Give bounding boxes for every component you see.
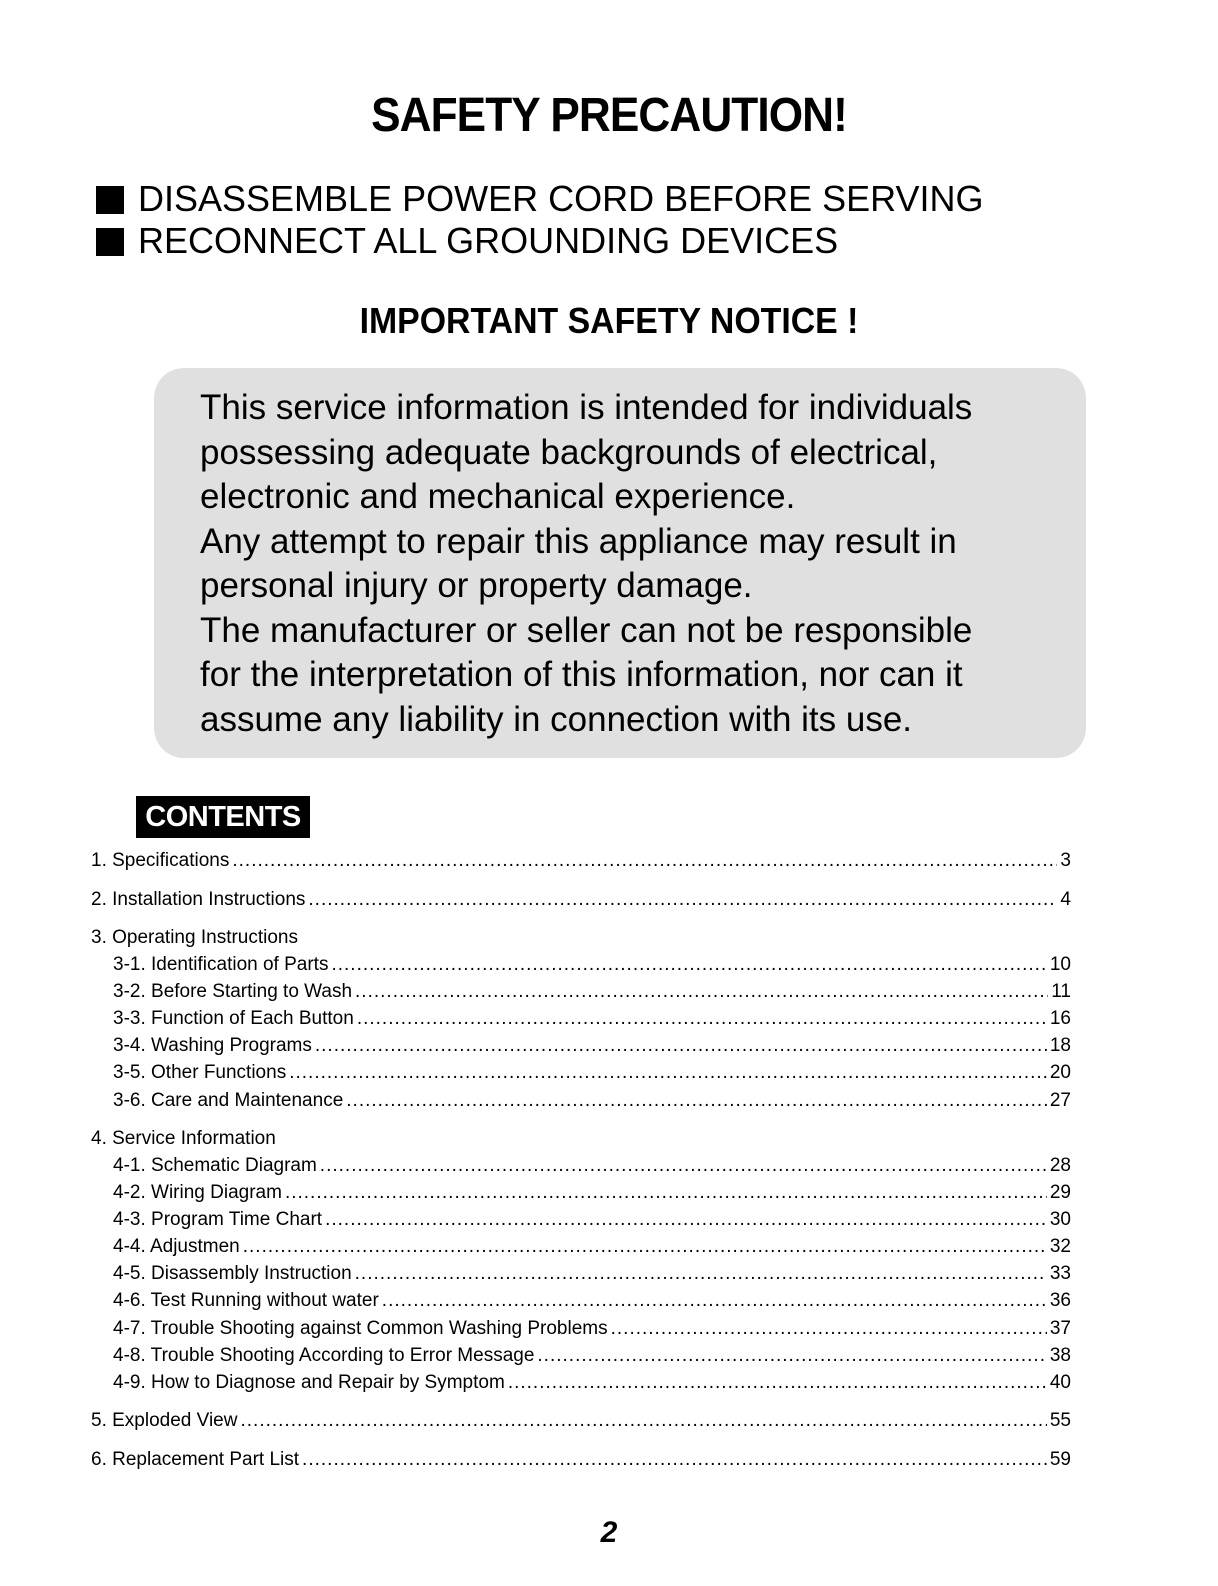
- toc-label: 4-8. Trouble Shooting According to Error Message: [113, 1345, 535, 1366]
- toc-page: 27: [1049, 1090, 1071, 1111]
- toc-page: 37: [1049, 1318, 1071, 1339]
- warning-text: RECONNECT ALL GROUNDING DEVICES: [138, 220, 839, 261]
- toc-label: 3-1. Identification of Parts: [113, 954, 329, 975]
- toc-page: 59: [1049, 1449, 1071, 1470]
- page-number: 2: [600, 1516, 618, 1549]
- toc-leader: [331, 954, 1046, 976]
- warning-line-1: [96, 178, 984, 220]
- toc-page: 29: [1049, 1182, 1071, 1203]
- toc-entry[interactable]: [91, 850, 1071, 874]
- toc-leader: [537, 1345, 1046, 1367]
- notice-line: Any attempt to repair this appliance may result in: [200, 521, 957, 561]
- toc-entry[interactable]: [113, 1236, 1071, 1260]
- toc-page: 30: [1049, 1209, 1071, 1230]
- toc-entry[interactable]: [113, 1155, 1071, 1179]
- toc-label: 5. Exploded View: [91, 1410, 238, 1431]
- toc-label: 3-2. Before Starting to Wash: [113, 981, 353, 1002]
- toc-leader: [508, 1372, 1047, 1394]
- toc-page: 16: [1049, 1008, 1071, 1029]
- toc-entry[interactable]: [113, 1372, 1071, 1396]
- square-bullet-icon: [96, 228, 124, 256]
- toc-label: 3. Operating Instructions: [91, 927, 298, 948]
- toc-leader: [611, 1318, 1047, 1340]
- toc-leader: [285, 1182, 1047, 1204]
- notice-title: IMPORTANT SAFETY NOTICE !: [359, 300, 859, 341]
- toc-leader: [357, 1008, 1047, 1030]
- notice-line: assume any liability in connection with its use.: [200, 699, 913, 739]
- notice-line: possessing adequate backgrounds of electrical,: [200, 432, 938, 472]
- toc-label: 4-7. Trouble Shooting against Common Washing Problems: [113, 1318, 608, 1339]
- toc-page: 55: [1049, 1410, 1071, 1431]
- toc-label: 6. Replacement Part List: [91, 1449, 300, 1470]
- toc-leader: [315, 1035, 1047, 1057]
- toc-entry[interactable]: [113, 1209, 1071, 1233]
- toc-label: 4-4. Adjustmen: [113, 1236, 240, 1257]
- toc-entry[interactable]: [113, 1090, 1071, 1114]
- toc-entry[interactable]: [113, 1062, 1071, 1086]
- toc-section-heading: [91, 927, 1071, 951]
- toc-entry[interactable]: [113, 1263, 1071, 1287]
- toc-leader: [232, 850, 1057, 872]
- toc-label: 4-6. Test Running without water: [113, 1290, 379, 1311]
- toc-leader: [240, 1410, 1046, 1432]
- toc-label: 2. Installation Instructions: [91, 889, 306, 910]
- toc-leader: [325, 1209, 1047, 1231]
- toc-page: 11: [1051, 981, 1071, 1002]
- toc-label: 4-3. Program Time Chart: [113, 1209, 323, 1230]
- toc-leader: [308, 889, 1057, 911]
- notice-line: This service information is intended for individuals: [200, 388, 973, 427]
- toc-page: 40: [1049, 1372, 1071, 1393]
- toc-entry[interactable]: [113, 1318, 1071, 1342]
- toc-page: 36: [1049, 1290, 1071, 1311]
- notice-line: personal injury or property damage.: [200, 566, 753, 605]
- toc-page: 3: [1060, 850, 1071, 871]
- toc-leader: [382, 1290, 1047, 1312]
- toc-label: 3-6. Care and Maintenance: [113, 1090, 344, 1111]
- warning-text: DISASSEMBLE POWER CORD BEFORE SERVING: [138, 178, 984, 219]
- toc-label: 3-5. Other Functions: [113, 1062, 287, 1083]
- contents-heading: CONTENTS: [136, 796, 310, 838]
- toc-page: 38: [1049, 1345, 1071, 1366]
- toc-label: 4-9. How to Diagnose and Repair by Symptom: [113, 1372, 505, 1393]
- notice-line: for the interpretation of this information, nor can it: [200, 655, 963, 694]
- toc-entry[interactable]: [113, 1008, 1071, 1032]
- toc-leader: [289, 1062, 1047, 1084]
- square-bullet-icon: [96, 186, 124, 214]
- warning-line-2: [96, 220, 838, 262]
- toc-entry[interactable]: [113, 1345, 1071, 1369]
- toc-entry[interactable]: [91, 1449, 1071, 1473]
- toc-entry[interactable]: [113, 1182, 1071, 1206]
- toc-section-heading: [91, 1128, 1071, 1152]
- toc-label: 4-2. Wiring Diagram: [113, 1182, 282, 1203]
- toc-entry[interactable]: [91, 889, 1071, 913]
- toc-label: 1. Specifications: [91, 850, 230, 871]
- toc-entry[interactable]: [113, 1035, 1071, 1059]
- toc-leader: [355, 981, 1048, 1003]
- toc-leader: [346, 1090, 1047, 1112]
- toc-label: 3-4. Washing Programs: [113, 1035, 312, 1056]
- toc-entry[interactable]: [113, 1290, 1071, 1314]
- toc-entry[interactable]: [113, 954, 1071, 978]
- notice-text: [200, 386, 1080, 742]
- toc-leader: [320, 1155, 1047, 1177]
- notice-line: The manufacturer or seller can not be responsible: [200, 610, 973, 650]
- notice-line: electronic and mechanical experience.: [200, 477, 796, 516]
- toc-page: 4: [1060, 889, 1071, 910]
- toc-page: 28: [1049, 1155, 1071, 1176]
- toc-leader: [243, 1236, 1047, 1258]
- toc-label: 3-3. Function of Each Button: [113, 1008, 354, 1029]
- toc-page: 32: [1049, 1236, 1071, 1257]
- toc-entry[interactable]: [91, 1410, 1071, 1434]
- toc-page: 10: [1049, 954, 1071, 975]
- toc-label: 4. Service Information: [91, 1128, 276, 1149]
- toc-label: 4-1. Schematic Diagram: [113, 1155, 317, 1176]
- toc-leader: [302, 1449, 1047, 1471]
- toc-page: 20: [1049, 1062, 1071, 1083]
- toc-page: 18: [1049, 1035, 1071, 1056]
- toc-page: 33: [1049, 1263, 1071, 1284]
- toc-entry[interactable]: [113, 981, 1071, 1005]
- toc-label: 4-5. Disassembly Instruction: [113, 1263, 352, 1284]
- page-title: SAFETY PRECAUTION!: [371, 89, 847, 142]
- toc-leader: [355, 1263, 1047, 1285]
